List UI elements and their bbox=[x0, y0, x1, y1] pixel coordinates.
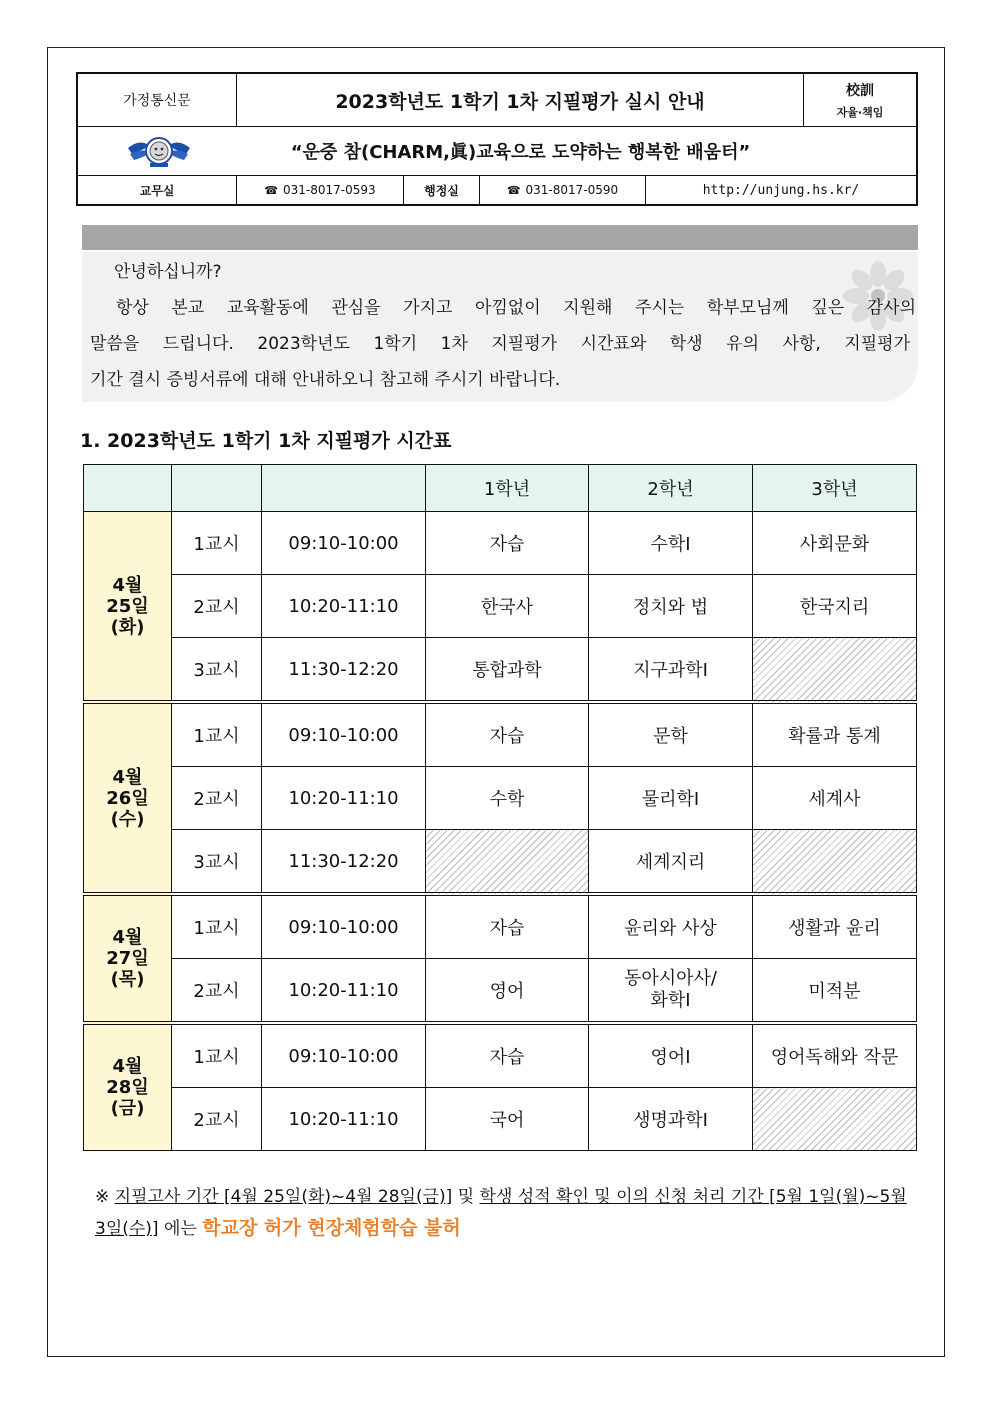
day-cell bbox=[84, 702, 172, 894]
grade1-subject: 수학 bbox=[426, 767, 589, 830]
time-cell: 10:20-11:10 bbox=[262, 959, 426, 1024]
grade2-subject-line2: 화학Ⅰ bbox=[650, 990, 691, 1011]
grade3-subject: 영어독해와 작문 bbox=[753, 1023, 917, 1088]
period-cell: 1교시 bbox=[172, 512, 262, 575]
motto-text: 자율·책임 bbox=[836, 106, 884, 119]
table-row bbox=[84, 894, 917, 959]
table-row bbox=[84, 767, 917, 830]
day-month: 4월 bbox=[112, 1056, 143, 1077]
no-exam-cell bbox=[753, 830, 917, 895]
time-cell: 09:10-10:00 bbox=[262, 894, 426, 959]
grade3-subject: 확률과 통계 bbox=[753, 702, 917, 767]
office1-contact bbox=[237, 176, 404, 204]
grade1-subject: 통합과학 bbox=[426, 638, 589, 703]
day-month: 4월 bbox=[112, 766, 143, 788]
period-cell: 1교시 bbox=[172, 894, 262, 959]
school-motto bbox=[804, 74, 916, 126]
time-cell: 09:10-10:00 bbox=[262, 702, 426, 767]
office2-contact bbox=[480, 176, 646, 204]
day-month: 4월 bbox=[112, 574, 143, 596]
day-month: 4월 bbox=[112, 927, 143, 948]
grade2-subject: 정치와 법 bbox=[589, 575, 753, 638]
time-cell: 09:10-10:00 bbox=[262, 512, 426, 575]
reference-mark: ※ bbox=[95, 1187, 110, 1207]
time-cell: 09:10-10:00 bbox=[262, 1023, 426, 1088]
grade2-subject: 생명과학Ⅰ bbox=[589, 1088, 753, 1151]
grade1-subject: 자습 bbox=[426, 894, 589, 959]
grade3-subject: 한국지리 bbox=[753, 575, 917, 638]
greeting-line-2: 항상 본교 교육활동에 관심을 가지고 아낌없이 지원해 주시는 학부모님께 깊은 감사의 bbox=[116, 298, 916, 318]
header-grade-3: 3학년 bbox=[753, 465, 917, 512]
grade1-subject: 한국사 bbox=[426, 575, 589, 638]
table-row bbox=[84, 702, 917, 767]
grade1-subject: 자습 bbox=[426, 512, 589, 575]
newsletter-category: 가정통신문 bbox=[78, 74, 237, 126]
grade1-subject: 자습 bbox=[426, 702, 589, 767]
grade2-subject-line1: 동아시아사/ bbox=[623, 968, 717, 989]
grade2-subject: 윤리와 사상 bbox=[589, 894, 753, 959]
appeal-period-text: 학생 성적 확인 및 이의 신청 처리 기간 [5월 1일(월)~5월 3일(수)] bbox=[95, 1187, 907, 1239]
day-date: 25일 bbox=[106, 595, 149, 617]
office2-phone: 031-8017-0590 bbox=[525, 183, 619, 197]
telephone-icon: ☎ bbox=[506, 183, 521, 197]
header-cell bbox=[262, 465, 426, 512]
grade1-subject: 국어 bbox=[426, 1088, 589, 1151]
period-cell: 2교시 bbox=[172, 575, 262, 638]
grade3-subject: 미적분 bbox=[753, 959, 917, 1024]
day-weekday: (화) bbox=[110, 616, 145, 638]
grade2-subject: 물리학Ⅰ bbox=[589, 767, 753, 830]
day-cell bbox=[84, 1023, 172, 1151]
conjunction-text: 및 bbox=[457, 1187, 475, 1207]
grade2-subject: 문학 bbox=[589, 702, 753, 767]
day-cell bbox=[84, 894, 172, 1023]
day-weekday: (수) bbox=[110, 808, 145, 830]
header-grade-1: 1학년 bbox=[426, 465, 589, 512]
time-cell: 10:20-11:10 bbox=[262, 575, 426, 638]
greeting-line-4: 기간 결시 증빙서류에 대해 안내하오니 참고해 주시기 바랍니다. bbox=[90, 370, 561, 390]
school-slogan: “운중 참(CHARM,眞)교육으로 도약하는 행복한 배움터” bbox=[290, 142, 751, 163]
table-row bbox=[84, 1088, 917, 1151]
field-trip-prohibited: 학교장 허가 현장체험학습 불허 bbox=[202, 1217, 461, 1239]
school-website[interactable]: http://unjung.hs.kr/ bbox=[702, 182, 860, 198]
header-row-slogan bbox=[78, 127, 916, 176]
table-row bbox=[84, 959, 917, 1024]
grade2-subject: 영어Ⅰ bbox=[589, 1023, 753, 1088]
no-exam-cell bbox=[753, 638, 917, 703]
field-trip-notice bbox=[95, 1182, 921, 1245]
period-cell: 1교시 bbox=[172, 702, 262, 767]
no-exam-cell bbox=[753, 1088, 917, 1151]
period-cell: 2교시 bbox=[172, 1088, 262, 1151]
period-cell: 1교시 bbox=[172, 1023, 262, 1088]
day-cell bbox=[84, 512, 172, 703]
document-title: 2023학년도 1학기 1차 지필평가 실시 안내 bbox=[237, 74, 804, 126]
grade3-subject: 사회문화 bbox=[753, 512, 917, 575]
day-weekday: (목) bbox=[110, 969, 145, 990]
period-cell: 3교시 bbox=[172, 638, 262, 703]
grade2-subject: 세계지리 bbox=[589, 830, 753, 895]
greeting-line-1: 안녕하십니까? bbox=[114, 262, 222, 282]
header-grade-2: 2학년 bbox=[589, 465, 753, 512]
greeting-box bbox=[82, 252, 918, 402]
grade1-subject: 자습 bbox=[426, 1023, 589, 1088]
period-cell: 3교시 bbox=[172, 830, 262, 895]
time-cell: 11:30-12:20 bbox=[262, 830, 426, 895]
period-cell: 2교시 bbox=[172, 767, 262, 830]
header-row-contacts bbox=[78, 176, 916, 204]
telephone-icon: ☎ bbox=[264, 183, 279, 197]
grade3-subject: 생활과 윤리 bbox=[753, 894, 917, 959]
grade2-subject bbox=[589, 959, 753, 1024]
school-emblem-icon bbox=[126, 134, 192, 168]
table-row bbox=[84, 638, 917, 703]
table-row bbox=[84, 512, 917, 575]
greeting-line-3: 말씀을 드립니다. 2023학년도 1학기 1차 지필평가 시간표와 학생 유의 사항, 지필평가 bbox=[90, 334, 910, 354]
table-row bbox=[84, 575, 917, 638]
header-cell bbox=[172, 465, 262, 512]
office1-label: 교무실 bbox=[78, 176, 237, 204]
day-date: 26일 bbox=[106, 787, 149, 809]
day-weekday: (금) bbox=[110, 1098, 145, 1119]
time-cell: 11:30-12:20 bbox=[262, 638, 426, 703]
greeting-top-bar bbox=[82, 225, 918, 250]
header-row-title bbox=[78, 74, 916, 127]
grade2-subject: 지구과학Ⅰ bbox=[589, 638, 753, 703]
no-exam-cell bbox=[426, 830, 589, 895]
exam-schedule-table bbox=[83, 464, 917, 1151]
time-cell: 10:20-11:10 bbox=[262, 1088, 426, 1151]
table-row bbox=[84, 1023, 917, 1088]
day-date: 27일 bbox=[106, 948, 149, 969]
newsletter-header bbox=[76, 72, 918, 206]
table-header-row bbox=[84, 465, 917, 512]
time-cell: 10:20-11:10 bbox=[262, 767, 426, 830]
header-cell bbox=[84, 465, 172, 512]
table-row bbox=[84, 830, 917, 895]
exam-period-text: 지필고사 기간 [4월 25일(화)~4월 28일(금)] bbox=[114, 1187, 453, 1207]
grade3-subject: 세계사 bbox=[753, 767, 917, 830]
grade2-subject: 수학Ⅰ bbox=[589, 512, 753, 575]
motto-heading: 校訓 bbox=[846, 83, 874, 99]
grade1-subject: 영어 bbox=[426, 959, 589, 1024]
office2-label: 행정실 bbox=[404, 176, 480, 204]
period-cell: 2교시 bbox=[172, 959, 262, 1024]
office1-phone: 031-8017-0593 bbox=[283, 183, 376, 197]
day-date: 28일 bbox=[106, 1077, 149, 1098]
particle-text: 에는 bbox=[163, 1219, 197, 1239]
section-title: 1. 2023학년도 1학기 1차 지필평가 시간표 bbox=[80, 430, 452, 452]
